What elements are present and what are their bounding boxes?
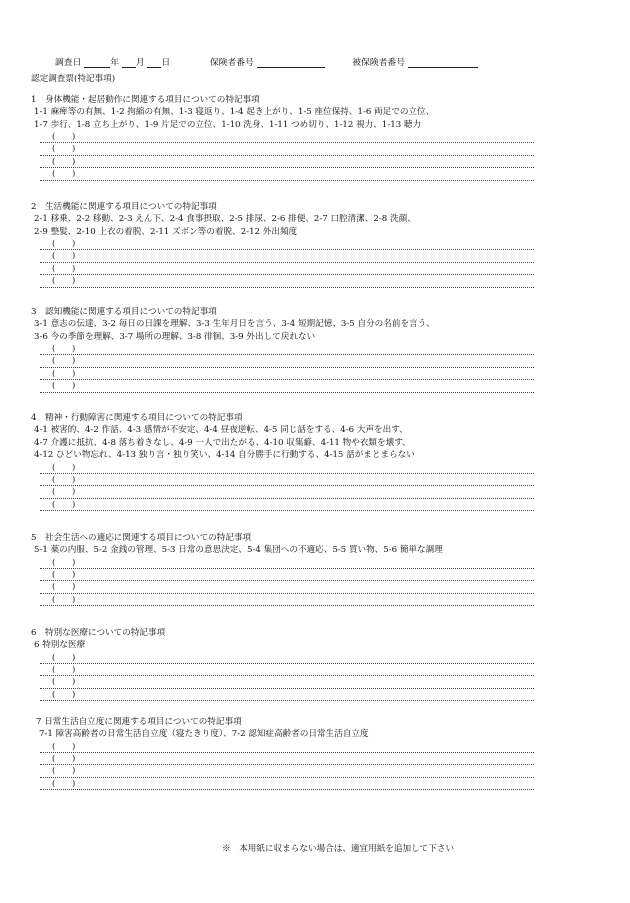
section-item-line: 1-7 歩行、1-8 立ち上がり、1-9 片足での立位、1-10 洗身、1-11 つめ切り、1-12 視力、1-13 聴力 [34, 119, 422, 130]
note-line[interactable] [40, 664, 534, 676]
item-number-paren: ( ) [52, 486, 76, 497]
survey-day-field[interactable] [147, 57, 161, 68]
item-number-paren: ( ) [52, 777, 76, 788]
note-line[interactable] [40, 380, 534, 392]
note-line[interactable] [40, 689, 534, 701]
note-line[interactable] [40, 143, 534, 155]
section-6 [31, 627, 541, 701]
insurer-number-field[interactable] [257, 57, 325, 68]
item-number-paren: ( ) [52, 461, 76, 472]
note-line[interactable] [40, 263, 534, 275]
form-title: 認定調査票(特記事項) [31, 74, 116, 84]
item-number-paren: ( ) [52, 765, 76, 776]
section-title: 5 社会生活への適応に関連する項目についての特記事項 [31, 533, 252, 543]
note-line[interactable] [40, 486, 534, 498]
item-number-paren: ( ) [52, 238, 76, 248]
insurer-number-label: 保険者番号 [209, 58, 254, 68]
section-title: 7 日常生活自立度に関連する項目についての特記事項 [36, 717, 242, 727]
section-7 [36, 716, 546, 790]
note-line[interactable] [40, 156, 534, 168]
section-item-line: 6 特別な医療 [34, 640, 86, 650]
section-item-line: 4-1 被害的、4-2 作話、4-3 感情が不安定、4-4 昼夜逆転、4-5 同じ話をする、4-6 大声を出す、 [34, 425, 408, 435]
note-line[interactable] [40, 368, 534, 380]
item-number-paren: ( ) [52, 498, 76, 509]
item-number-paren: ( ) [52, 275, 76, 286]
section-item-line: 1-1 麻痺等の有無、1-2 拘縮の有無、1-3 寝返り、1-4 起き上がり、1-5 座位保持、1-6 両足での立位、 [34, 107, 435, 117]
note-line[interactable] [40, 275, 534, 287]
item-number-paren: ( ) [52, 355, 76, 366]
section-item-line: 7-1 障害高齢者の日常生活自立度（寝たきり度）、7-2 認知症高齢者の日常生活自立度 [39, 729, 369, 739]
note-line[interactable] [40, 778, 534, 790]
section-title: 6 特別な医療についての特記事項 [31, 628, 166, 638]
section-4 [31, 412, 541, 511]
note-line[interactable] [40, 343, 534, 355]
notes-area [40, 462, 534, 512]
item-number-paren: ( ) [52, 676, 76, 687]
notes-area [40, 238, 534, 288]
note-line[interactable] [40, 499, 534, 511]
note-line[interactable] [40, 474, 534, 486]
header-line [55, 55, 478, 68]
day-label: 日 [161, 58, 171, 68]
note-line[interactable] [40, 741, 534, 753]
section-title: 3 認知機能に関連する項目についての特記事項 [31, 307, 217, 317]
note-line[interactable] [40, 652, 534, 664]
item-number-paren: ( ) [52, 473, 76, 484]
section-3 [31, 306, 541, 393]
note-line[interactable] [40, 765, 534, 777]
item-number-paren: ( ) [52, 262, 76, 273]
item-number-paren: ( ) [52, 131, 76, 141]
item-number-paren: ( ) [52, 343, 76, 353]
item-number-paren: ( ) [52, 556, 76, 567]
note-line[interactable] [40, 168, 534, 180]
notes-area [40, 343, 534, 393]
item-number-paren: ( ) [52, 380, 76, 391]
section-item-line: 3-1 意志の伝達、3-2 毎日の日課を理解、3-3 生年月日を言う、3-4 短期記憶、3-5 自分の名前を言う、 [34, 319, 435, 329]
year-label: 年 [110, 58, 120, 68]
note-line[interactable] [40, 462, 534, 474]
item-number-paren: ( ) [52, 688, 76, 699]
item-number-paren: ( ) [52, 651, 76, 662]
note-line[interactable] [40, 753, 534, 765]
section-item-line: 4-12 ひどい物忘れ、4-13 独り言・独り笑い、4-14 自分勝手に行動する、4-15 話がまとまらない [34, 450, 415, 460]
section-2 [31, 201, 541, 288]
insured-number-field[interactable] [408, 57, 478, 68]
section-item-line: 5-1 薬の内服、5-2 金銭の管理、5-3 日常の意思決定、5-4 集団への不適応、5-5 買い物、5-6 簡単な調理 [34, 545, 443, 555]
item-number-paren: ( ) [52, 155, 76, 166]
item-number-paren: ( ) [52, 740, 76, 751]
item-number-paren: ( ) [52, 367, 76, 378]
note-line[interactable] [40, 355, 534, 367]
item-number-paren: ( ) [52, 568, 76, 579]
section-item-line: 2-9 整髪、2-10 上衣の着脱、2-11 ズボン等の着脱、2-12 外出頻度 [34, 226, 298, 237]
note-line[interactable] [40, 131, 534, 143]
item-number-paren: ( ) [52, 663, 76, 674]
notes-area [40, 741, 534, 791]
notes-area [40, 557, 534, 607]
notes-area [40, 131, 534, 181]
footer-note: ※ 本用紙に収まらない場合は、適宜用紙を追加して下さい [222, 844, 455, 854]
note-line[interactable] [40, 581, 534, 593]
survey-date-label: 調査日 [55, 58, 82, 68]
survey-month-field[interactable] [122, 57, 136, 68]
section-title: 1 身体機能・起居動作に関連する項目についての特記事項 [31, 95, 260, 105]
section-5 [31, 532, 541, 606]
item-number-paren: ( ) [52, 581, 76, 592]
note-line[interactable] [40, 569, 534, 581]
notes-area [40, 652, 534, 702]
note-line[interactable] [40, 676, 534, 688]
month-label: 月 [135, 58, 145, 68]
note-line[interactable] [40, 250, 534, 262]
section-1 [31, 94, 541, 181]
survey-year-field[interactable] [84, 57, 110, 68]
note-line[interactable] [40, 557, 534, 569]
item-number-paren: ( ) [52, 593, 76, 604]
item-number-paren: ( ) [52, 143, 76, 154]
note-line[interactable] [40, 238, 534, 250]
section-item-line: 3-6 今の季節を理解、3-7 場所の理解、3-8 徘徊、3-9 外出して戻れない [34, 331, 316, 342]
note-line[interactable] [40, 594, 534, 606]
item-number-paren: ( ) [52, 752, 76, 763]
section-item-line: 2-1 移乗、2-2 移動、2-3 えん下、2-4 食事摂取、2-5 排尿、2-6 排便、2-7 口腔清潔、2-8 洗顔、 [34, 214, 416, 224]
section-item-line: 4-7 介護に抵抗、4-8 落ち着きなし、4-9 一人で出たがる、4-10 収集癖、4-11 物や衣類を壊す、 [34, 437, 411, 448]
section-title: 2 生活機能に関連する項目についての特記事項 [31, 202, 217, 212]
item-number-paren: ( ) [52, 250, 76, 261]
section-title: 4 精神・行動障害に関連する項目についての特記事項 [31, 413, 243, 423]
item-number-paren: ( ) [52, 168, 76, 179]
insured-number-label: 被保険者番号 [352, 58, 406, 68]
